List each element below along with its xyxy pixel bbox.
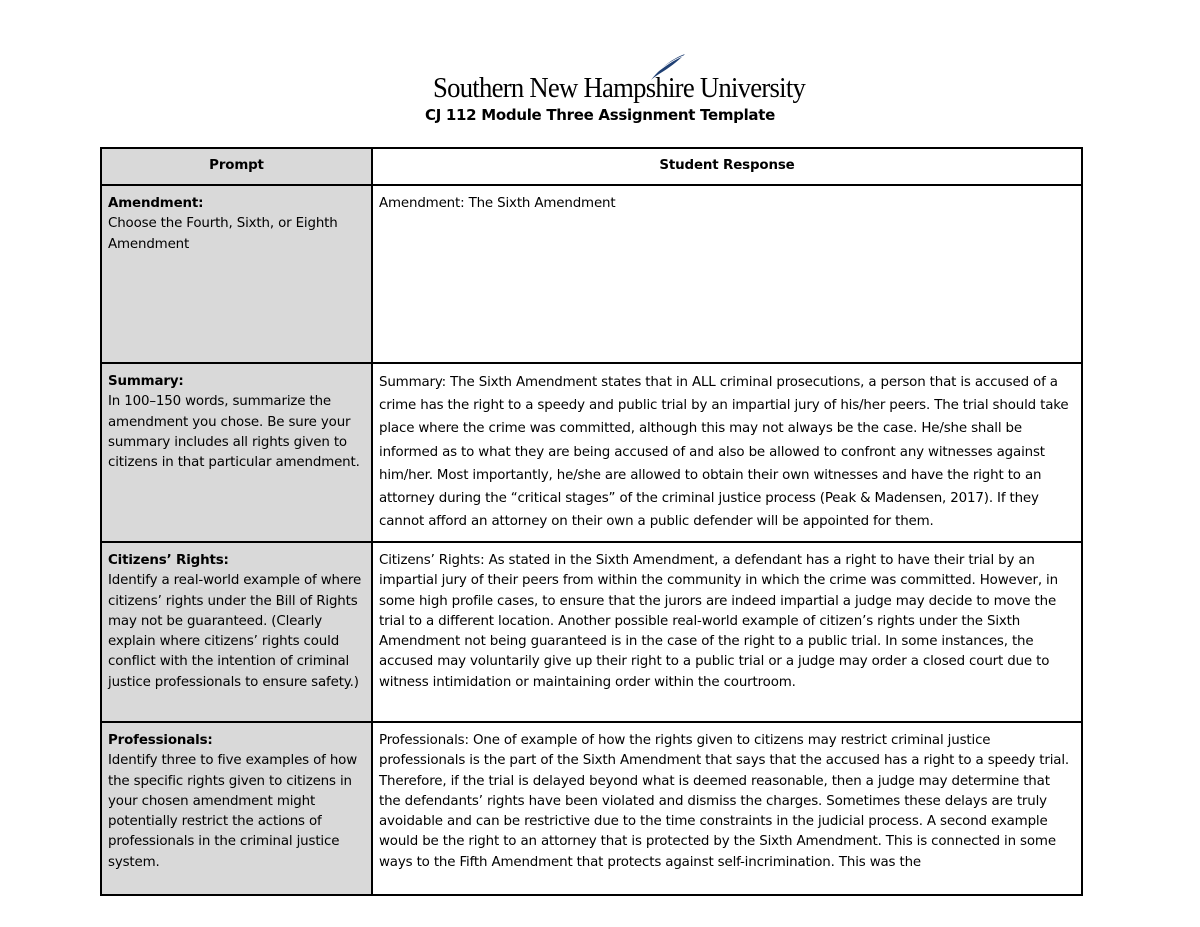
- prompt-title: Amendment:: [108, 196, 204, 211]
- prompt-body: In 100–150 words, summarize the amendment you chose. Be sure your summary includes all rights given to citizens in that particular amendment.: [108, 394, 360, 471]
- prompt-body: Choose the Fourth, Sixth, or Eighth Amendment: [108, 216, 338, 252]
- assignment-table: [100, 147, 1083, 896]
- prompt-title: Citizens’ Rights:: [108, 553, 229, 568]
- prompt-title: Professionals:: [108, 733, 213, 748]
- response-cell[interactable]: [372, 363, 1082, 542]
- prompt-cell: [101, 542, 372, 722]
- prompt-body: Identify three to five examples of how the specific rights given to citizens in your chosen amendment might potentially restrict the actions of professionals in the criminal justice system.: [108, 753, 358, 870]
- column-header-response: Student Response: [372, 148, 1082, 185]
- table-row: [101, 185, 1082, 363]
- prompt-cell: [101, 185, 372, 363]
- table-row: [101, 542, 1082, 722]
- prompt-body: Identify a real-world example of where citizens’ rights under the Bill of Rights may not be guaranteed. (Clearly explain where citizens’ rights could conflict with the intention of criminal justice professionals to ensure safety.): [108, 573, 362, 690]
- prompt-title: Summary:: [108, 374, 184, 389]
- prompt-cell: [101, 722, 372, 895]
- logo-wordmark: Southern New Hampshire University: [433, 72, 806, 104]
- response-text: Summary: The Sixth Amendment states that in ALL criminal prosecutions, a person that is accused of a crime has the right to a speedy and public trial by an impartial jury of his/her peers. The trial should take place where the crime was committed, although this may not always be the case. He/she shall be informed as to what they are being accused of and also be allowed to confront any witnesses against him/her. Most importantly, he/she are allowed to obtain their own witnesses and have the right to an attorney during the “critical stages” of the criminal justice process (Peak & Madensen, 2017). If they cannot afford an attorney on their own a public defender will be appointed for them.: [379, 375, 1069, 530]
- document-title: CJ 112 Module Three Assignment Template: [425, 106, 775, 124]
- quill-icon: [647, 52, 687, 82]
- prompt-cell: [101, 363, 372, 542]
- table-header-row: [101, 148, 1082, 185]
- response-cell[interactable]: Professionals: One of example of how the rights given to citizens may restrict criminal justice professionals is the part of the Sixth Amendment that says that the accused has a right to a speedy trial. Therefore, if the trial is delayed beyond what is deemed reasonable, then a judge may determine that the defendants’ rights have been violated and dismiss the charges. Sometimes these delays are truly avoidable and can be restrictive due to the time constraints in the judicial process. A second example would be the right to an attorney that is protected by the Sixth Amendment. This is connected in some ways to the Fifth Amendment that protects against self-incrimination. This was the: [372, 722, 1082, 895]
- table-row: [101, 722, 1082, 895]
- response-cell[interactable]: Amendment: The Sixth Amendment: [372, 185, 1082, 363]
- university-logo: [433, 52, 806, 104]
- response-cell[interactable]: Citizens’ Rights: As stated in the Sixth Amendment, a defendant has a right to have their trial by an impartial jury of their peers from within the community in which the crime was committed. However, in some high profile cases, to ensure that the jurors are indeed impartial a judge may decide to move the trial to a different location. Another possible real-world example of citizen’s rights under the Sixth Amendment not being guaranteed is in the case of the right to a public trial. In some instances, the accused may voluntarily give up their right to a public trial or a judge may order a closed court due to witness intimidation or maintaining order within the courtroom.: [372, 542, 1082, 722]
- table-row: [101, 363, 1082, 542]
- column-header-prompt: Prompt: [101, 148, 372, 185]
